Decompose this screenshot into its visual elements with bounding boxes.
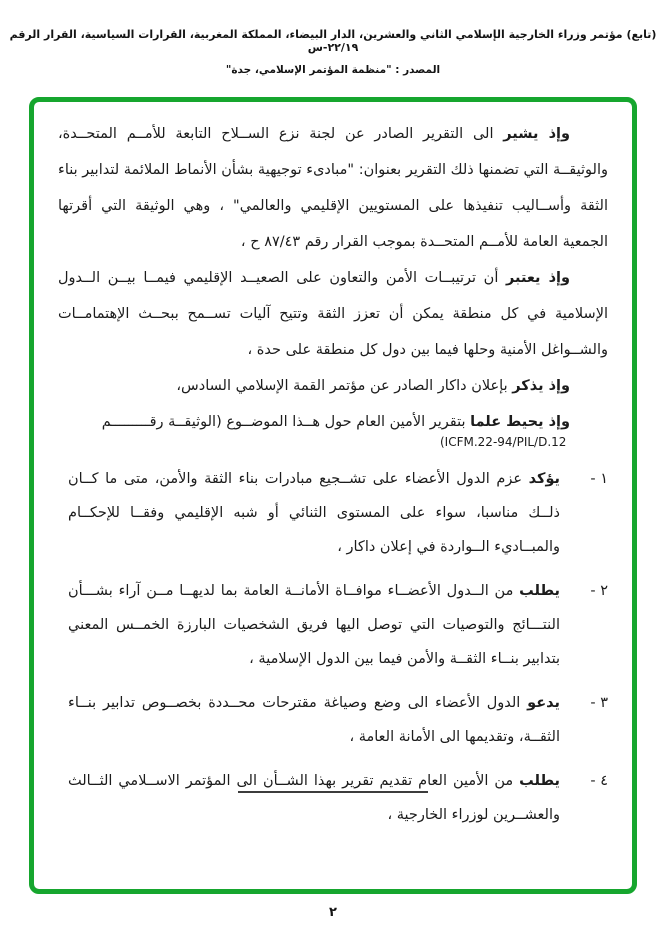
preamble-lead: وإذ يعتبر [506,270,570,286]
preamble-lead: وإذ يحيط علما [470,414,570,430]
preamble-paragraph [58,260,608,368]
item-number: ٤ - [590,773,608,789]
divider-line [238,791,428,793]
item-lead: يؤكد [528,471,560,487]
item-text: من الــدول الأعضــاء موافــاة الأمانــة العامة بما لديهــا مــن آراء بشـــأن النتـــائج والتوصيات التي توصل اليها فريق الشخصيات البارزة الخمــس المعني بتدابير بنــاء الثقــة والأمن فيما بين الدول الإسلامية ، [68,583,560,667]
item-number: ١ - [590,471,608,487]
preamble-paragraph [58,368,608,404]
item-body [58,764,576,832]
content-frame [29,97,637,894]
resolution-item [58,764,608,832]
preamble-text: بتقرير الأمين العام حول هــذا الموضــوع (الوثيقــة رقـــــــــم [101,414,471,430]
item-lead: يدعو [527,695,560,711]
header-source: المصدر : "منظمة المؤتمر الإسلامي، جدة" [225,64,441,76]
preamble-lead: وإذ يذكر [512,378,570,394]
item-body [58,574,576,676]
item-number: ٣ - [590,695,608,711]
document-reference-number: (ICFM.22-94/PIL/D.12 [440,435,567,449]
item-body [58,462,576,564]
item-text: الدول الأعضاء الى وضع وصياغة مقترحات محــددة بخصــوص تدابير بنــاء الثقــة، وتقديمها الى الأمانة العامة ، [68,695,560,745]
preamble-text: بإعلان داكار الصادر عن مؤتمر القمة الإسلامي السادس، [176,378,513,394]
resolution-item [58,462,608,564]
preamble-lead: وإذ يشير [503,126,570,142]
item-text: من الأمين العام تقديم تقرير بهذا الشــأن الى المؤتمر الاســلامي الثــالث والعشــرين لوزراء الخارجية ، [68,773,560,823]
item-body [58,686,576,754]
item-lead: يطلب [519,583,560,599]
document-header [0,28,666,76]
header-title: (تابع) مؤتمر وزراء الخارجية الإسلامي الثاني والعشرين، الدار البيضاء، المملكة المغربية، القرارات السياسية، القرار الرقم ٢٢/١٩-س [9,28,657,54]
item-number: ٢ - [590,583,608,599]
resolution-item [58,686,608,754]
item-lead: يطلب [519,773,560,789]
resolution-item [58,574,608,676]
preamble-paragraph [58,116,608,260]
preamble-text: أن ترتيبــات الأمن والتعاون على الصعيــد الإقليمي فيمــا بيــن الــدول الإسلامية في كل منطقة يمكن أن تعزز الثقة وتتيح آليات تســمح ببحــث الإهتمامــات والشــواغل الأمنية وحلها فيما بين دول كل منطقة على حدة ، [58,270,608,358]
page-number: ٢ [329,905,337,920]
item-text: عزم الدول الأعضاء على تشــجيع مبادرات بناء الثقة والأمن، متى ما كــان ذلــك مناسبا، سواء على المستوى الثنائي أو شبه الإقليمي وفقــا للإحكــام والمبــاديء الــواردة في إعلان داكار ، [68,471,560,555]
preamble-text: الى التقرير الصادر عن لجنة نزع الســلاح التابعة للأمــم المتحــدة، والوثيقــة التي تضمنها ذلك التقرير بعنوان: "مبادىء توجيهية بشأن الأنماط الملائمة لتدابير بناء الثقة وأســاليب تنفيذها على المستويين الإقليمي والعالمي" ، وهي الوثيقة التي أقرتها الجمعية العامة للأمــم المتحــدة بموجب القرار رقم ٨٧/٤٣ ح ، [58,126,608,250]
resolution-items [58,462,608,832]
preamble-section [58,116,608,450]
